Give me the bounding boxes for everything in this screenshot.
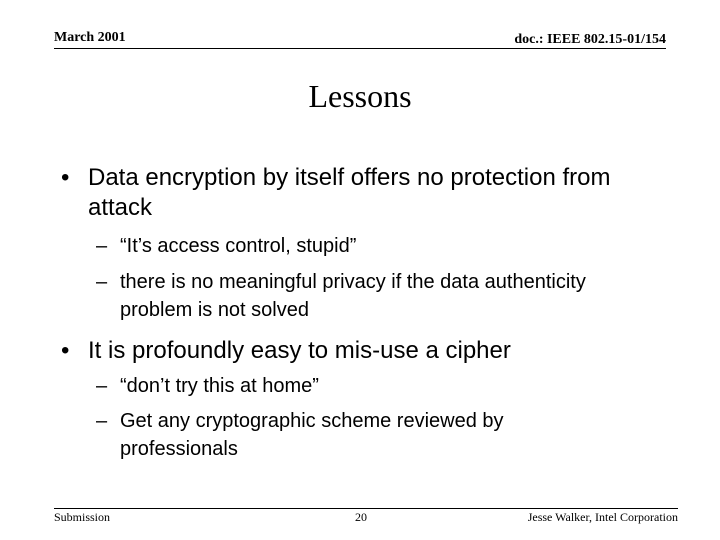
bullet-text: Data encryption by itself offers no protection from attack [88, 164, 611, 221]
sub-bullet-item [96, 232, 600, 260]
header-doc-id: doc.: IEEE 802.15-01/154 [514, 32, 666, 47]
sub-bullet-item [96, 268, 600, 324]
footer-author: Jesse Walker, Intel Corporation [527, 510, 678, 524]
bullet-mark: • [61, 337, 70, 364]
sub-bullet-item [96, 372, 600, 400]
sub-bullet-mark: – [96, 235, 108, 257]
bullet-item [61, 163, 668, 223]
bullet-mark: • [61, 164, 70, 191]
sub-bullet-item [96, 407, 600, 463]
sub-bullet-mark: – [96, 410, 108, 432]
sub-bullet-text: “It’s access control, stupid” [120, 235, 357, 257]
header-date: March 2001 [54, 30, 126, 45]
sub-bullet-text: there is no meaningful privacy if the data authenticity problem is not solved [120, 271, 586, 321]
sub-bullet-mark: – [96, 271, 108, 293]
footer-submission: Submission [54, 510, 111, 524]
sub-bullet-mark: – [96, 375, 108, 397]
sub-bullet-text: Get any cryptographic scheme reviewed by professionals [120, 410, 504, 460]
header-divider [54, 48, 666, 49]
footer-divider [54, 508, 678, 509]
sub-bullet-text: “don’t try this at home” [120, 375, 319, 397]
bullet-item [61, 336, 668, 366]
slide-title: Lessons [308, 78, 412, 114]
bullet-text: It is profoundly easy to mis-use a cipher [88, 337, 511, 364]
footer-page-number: 20 [355, 510, 367, 524]
